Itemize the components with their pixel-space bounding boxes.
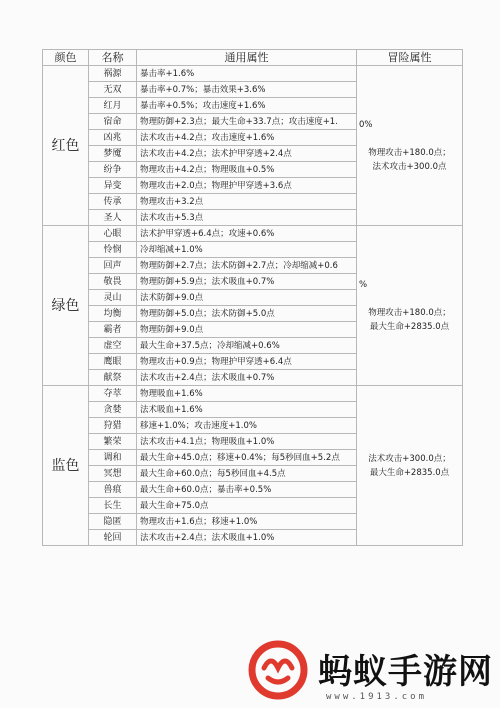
table-row (43, 66, 463, 82)
general-attribute: 物理攻击+2.0点；物理护甲穿透+3.6点 (137, 178, 357, 194)
inscription-name: 长生 (89, 498, 137, 514)
general-attribute: 暴击率+0.7%；暴击效果+3.6% (137, 82, 357, 98)
watermark-brand: 蚂蚁手游网 (318, 652, 493, 692)
inscription-name: 调和 (89, 450, 137, 466)
inscription-name: 梦魇 (89, 146, 137, 162)
general-attribute: 物理吸血+1.6% (137, 386, 357, 402)
general-attribute: 物理防御+9.0点 (137, 322, 357, 338)
general-attribute: 物理防御+5.9点；法术吸血+0.7% (137, 274, 357, 290)
inscription-name: 无双 (89, 82, 137, 98)
inscription-name: 祸源 (89, 66, 137, 82)
color-group-cell: 红色 (43, 66, 89, 226)
general-attribute: 法术攻击+2.4点；法术吸血+0.7% (137, 370, 357, 386)
general-attribute: 物理防御+2.7点；法术防御+2.7点；冷却缩减+0.6 (137, 258, 357, 274)
general-attribute: 物理攻击+3.2点 (137, 194, 357, 210)
inscription-name: 鹰眼 (89, 354, 137, 370)
adventure-line: 法术攻击+300.0点 (372, 161, 447, 172)
adventure-line: 法术攻击+300.0点； (368, 453, 451, 464)
inscription-name: 献祭 (89, 370, 137, 386)
inscription-name: 传承 (89, 194, 137, 210)
adventure-line: 最大生命+2835.0点 (369, 321, 450, 332)
inscription-name: 敬畏 (89, 274, 137, 290)
general-attribute: 物理攻击+1.6点；移速+1.0% (137, 514, 357, 530)
inscription-name: 均衡 (89, 306, 137, 322)
inscription-name: 怜悯 (89, 242, 137, 258)
watermark-logo (246, 630, 496, 708)
general-attribute: 法术护甲穿透+6.4点；攻速+0.6% (137, 226, 357, 242)
inscription-name: 虚空 (89, 338, 137, 354)
inscription-name: 贪婪 (89, 402, 137, 418)
inscription-name: 圣人 (89, 210, 137, 226)
general-attribute: 最大生命+60.0点；暴击率+0.5% (137, 482, 357, 498)
header-row (43, 50, 463, 66)
general-attribute: 法术防御+9.0点 (137, 290, 357, 306)
general-attribute: 法术攻击+2.4点；法术吸血+1.0% (137, 530, 357, 546)
inscription-name: 繁荣 (89, 434, 137, 450)
general-attribute: 暴击率+0.5%；攻击速度+1.6% (137, 98, 357, 114)
general-attribute: 物理攻击+0.9点；物理护甲穿透+6.4点 (137, 354, 357, 370)
table-row (43, 386, 463, 402)
general-attribute: 物理防御+2.3点；最大生命+33.7点；攻击速度+1. (137, 114, 357, 130)
inscription-name: 霸者 (89, 322, 137, 338)
inscription-name: 纷争 (89, 162, 137, 178)
general-attribute: 暴击率+1.6% (137, 66, 357, 82)
color-group-cell: 监色 (43, 386, 89, 546)
header-general: 通用属性 (137, 50, 357, 66)
inscription-name: 轮回 (89, 530, 137, 546)
general-attribute: 物理攻击+4.2点；物理吸血+0.5% (137, 162, 357, 178)
inscription-name: 宿命 (89, 114, 137, 130)
color-group-cell: 绿色 (43, 226, 89, 386)
inscription-name: 灵山 (89, 290, 137, 306)
adventure-line: 物理攻击+180.0点； (368, 147, 451, 158)
inscription-name: 异变 (89, 178, 137, 194)
general-attribute: 法术攻击+4.2点；法术护甲穿透+2.4点 (137, 146, 357, 162)
general-attribute: 法术吸血+1.6% (137, 402, 357, 418)
inscription-name: 隐匿 (89, 514, 137, 530)
inscription-name: 凶兆 (89, 130, 137, 146)
inscription-name: 兽痕 (89, 482, 137, 498)
general-attribute: 法术攻击+4.2点；攻击速度+1.6% (137, 130, 357, 146)
table-body (43, 66, 463, 546)
adventure-attribute (357, 66, 463, 226)
header-adventure: 冒险属性 (357, 50, 463, 66)
inscription-name: 狩猎 (89, 418, 137, 434)
inscription-name: 夺萃 (89, 386, 137, 402)
general-attribute: 法术攻击+4.1点；物理吸血+1.0% (137, 434, 357, 450)
general-attribute: 物理防御+5.0点；法术防御+5.0点 (137, 306, 357, 322)
inscription-name: 心眼 (89, 226, 137, 242)
general-attribute: 最大生命+37.5点；冷却缩减+0.6% (137, 338, 357, 354)
adventure-line: 最大生命+2835.0点 (369, 467, 450, 478)
general-attribute: 最大生命+75.0点 (137, 498, 357, 514)
table-row (43, 226, 463, 242)
inscription-table (42, 49, 463, 546)
watermark-url: www.1913.com (326, 692, 428, 702)
adventure-line: 0% (359, 119, 373, 130)
adventure-line: 物理攻击+180.0点； (368, 307, 451, 318)
general-attribute: 最大生命+60.0点；每5秒回血+4.5点 (137, 466, 357, 482)
inscription-name: 回声 (89, 258, 137, 274)
inscription-name: 红月 (89, 98, 137, 114)
adventure-attribute (357, 386, 463, 546)
general-attribute: 移速+1.0%；攻击速度+1.0% (137, 418, 357, 434)
adventure-attribute (357, 226, 463, 386)
inscription-name: 冥想 (89, 466, 137, 482)
ant-logo-icon (246, 638, 310, 702)
general-attribute: 冷却缩减+1.0% (137, 242, 357, 258)
header-name: 名称 (89, 50, 137, 66)
header-color: 颜色 (43, 50, 89, 66)
general-attribute: 最大生命+45.0点；移速+0.4%；每5秒回血+5.2点 (137, 450, 357, 466)
adventure-line: % (359, 279, 368, 290)
general-attribute: 法术攻击+5.3点 (137, 210, 357, 226)
